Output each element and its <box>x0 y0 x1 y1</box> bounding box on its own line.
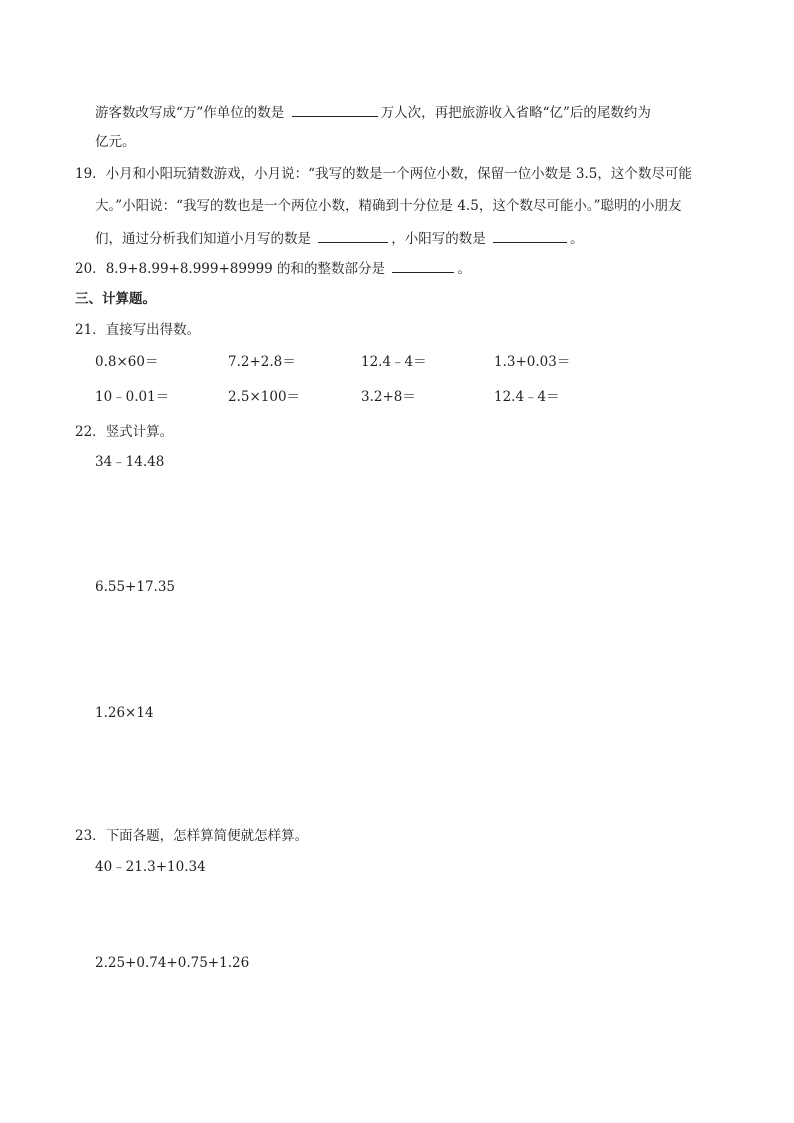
q21-item: 10﹣0.01＝ <box>95 389 170 405</box>
q21-prompt-line <box>75 320 200 340</box>
q20-text-b: 。 <box>457 261 471 277</box>
q21-item: 0.8×60＝ <box>95 354 159 370</box>
q19-text-3c: 。 <box>570 231 584 247</box>
q23-expression: 2.25+0.74+0.75+1.26 <box>95 955 250 971</box>
q21-item: 3.2+8＝ <box>361 389 416 405</box>
q22-number: 22． <box>75 424 106 440</box>
q19-answer-blank-1[interactable] <box>318 228 388 243</box>
q19-line1 <box>75 164 692 184</box>
q23-prompt: 下面各题，怎样算简便就怎样算。 <box>105 828 309 844</box>
q22-expression: 1.26×14 <box>95 705 154 721</box>
q23-expression: 40﹣21.3+10.34 <box>95 859 206 875</box>
q19-line3 <box>95 228 584 249</box>
q18-line2: 亿元。 <box>95 134 136 150</box>
section3-heading: 三、计算题。 <box>75 291 156 307</box>
q21-number: 21． <box>75 322 106 338</box>
q18-answer-blank-1[interactable] <box>292 102 378 117</box>
q21-item: 1.3+0.03＝ <box>494 354 571 370</box>
q21-item: 12.4﹣4＝ <box>494 389 560 405</box>
q18-line1 <box>95 102 651 123</box>
q21-prompt: 直接写出得数。 <box>105 322 201 338</box>
q23-number: 23． <box>75 828 106 844</box>
q21-item: 2.5×100＝ <box>228 389 301 405</box>
q19-answer-blank-2[interactable] <box>493 228 567 243</box>
q19-line2: 大。”小阳说：“我写的数也是一个两位小数，精确到十分位是 4.5，这个数尽可能小。”聪明的小朋友 <box>95 198 682 214</box>
q23-prompt-line <box>75 826 308 846</box>
q22-prompt-line <box>75 422 173 442</box>
q21-item: 7.2+2.8＝ <box>228 354 296 370</box>
q20-text-a: 8.9+8.99+8.999+89999 的和的整数部分是 <box>105 261 386 277</box>
q19-number: 19． <box>75 166 106 182</box>
q21-item: 12.4﹣4＝ <box>361 354 427 370</box>
q22-expression: 34﹣14.48 <box>95 454 165 470</box>
q19-text-1: 小月和小阳玩猜数游戏，小月说：“我写的数是一个两位小数，保留一位小数是 3.5，这个数尽可能 <box>105 166 692 182</box>
q22-expression: 6.55+17.35 <box>95 579 176 595</box>
q19-text-3a: 们，通过分析我们知道小月写的数是 <box>95 231 311 247</box>
q18-text-b: 万人次，再把旅游收入省略“亿”后的尾数约为 <box>380 105 651 121</box>
q20-line <box>75 258 471 279</box>
q20-answer-blank[interactable] <box>392 258 454 273</box>
q18-text-a: 游客数改写成“万”作单位的数是 <box>95 105 285 121</box>
q22-prompt: 竖式计算。 <box>105 424 174 440</box>
q20-number: 20． <box>75 261 106 277</box>
q19-text-3b: ，小阳写的数是 <box>391 231 486 247</box>
